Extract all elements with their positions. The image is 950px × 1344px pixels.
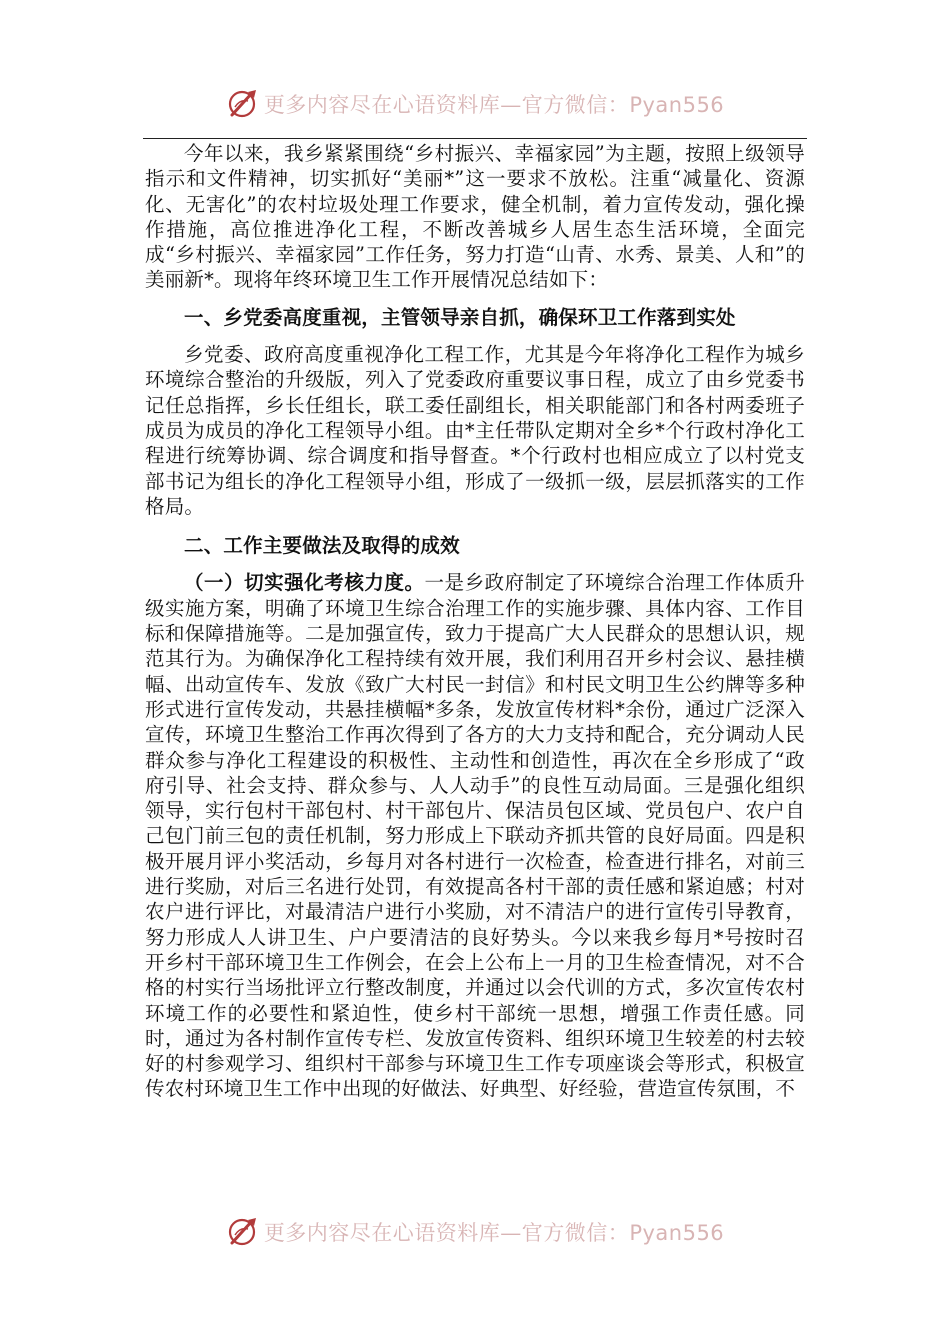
- wechat-id: Pyan556: [629, 93, 725, 117]
- header-banner: [0, 84, 950, 124]
- footer-banner: [0, 1212, 950, 1252]
- paragraph-2: [145, 570, 805, 1101]
- pen-logo-icon: [226, 87, 260, 121]
- pen-logo-icon: [226, 1215, 260, 1249]
- subsection-lead: （一）切实强化考核力度。: [184, 571, 425, 595]
- wechat-id: Pyan556: [629, 1221, 725, 1245]
- banner-text: 更多内容尽在心语资料库—官方微信：Pyan556: [263, 1221, 725, 1245]
- section-heading-2: 二、工作主要做法及取得的成效: [184, 534, 460, 558]
- paragraph-2-text: 一是乡政府制定了环境综合治理工作体质升级实施方案，明确了环境卫生综合治理工作的实施步骤、具体内容、工作目标和保障措施等。二是加强宣传，致力于提高广大人民群众的思想认识，规范其行为。为确保净化工程持续有效开展，我们利用召开乡村会议、悬挂横幅、出动宣传车、发放《致广大村民一封信》和村民文明卫生公约牌等多种形式进行宣传发动，共悬挂横幅*多条，发放宣传材料*余份，通过广泛深入宣传，环境卫生整治工作再次得到了各方的大力支持和配合，充分调动人民群众参与净化工程建设的积极性、主动性和创造性，再次在全乡形成了“政府引导、社会支持、群众参与、人人动手”的良性互动局面。三是强化组织领导，实行包村干部包村、村干部包片、保洁员包区域、党员包户、农户自己包门前三包的责任机制，努力形成上下联动齐抓共管的良好局面。四是积极开展月评小奖活动，乡每月对各村进行一次检查，检查进行排名，对前三进行奖励，对后三名进行处罚，有效提高各村干部的责任感和紧迫感；村对农户进行评比，对最清洁户进行小奖励，对不清洁户的进行宣传引导教育，努力形成人人讲卫生、户户要清洁的良好势头。今以来我乡每月*号按时召开乡村干部环境卫生工作例会，在会上公布上一月的卫生检查情况，对不合格的村实行当场批评立行整改制度，并通过以会代训的方式，多次宣传农村环境工作的必要性和紧迫性，使乡村干部统一思想，增强工作责任感。同时，通过为各村制作宣传专栏、发放宣传资料、组织环境卫生较差的村去较好的村参观学习、组织村干部参与环境卫生工作专项座谈会等形式，积极宣传农村环境卫生工作中出现的好做法、好典型、好经验，营造宣传氛围，不: [145, 571, 805, 1101]
- header-divider: [143, 138, 807, 139]
- document-body: [145, 141, 805, 1102]
- intro-paragraph: 今年以来，我乡紧紧围绕“乡村振兴、幸福家园”为主题，按照上级领导指示和文件精神，切实抓好“美丽*”这一要求不放松。注重“减量化、资源化、无害化”的农村垃圾处理工作要求，健全机制，着力宣传发动，强化操作措施，高位推进净化工程，不断改善城乡人居生态生活环境，全面完成“乡村振兴、幸福家园”工作任务，努力打造“山青、水秀、景美、人和”的美丽新*。现将年终环境卫生工作开展情况总结如下：: [145, 142, 805, 292]
- paragraph-1: 乡党委、政府高度重视净化工程工作，尤其是今年将净化工程作为城乡环境综合整治的升级版，列入了党委政府重要议事日程，成立了由乡党委书记任总指挥，乡长任组长，联工委任副组长，相关职能部门和各村两委班子成员为成员的净化工程领导小组。由*主任带队定期对全乡*个行政村净化工程进行统筹协调、综合调度和指导督查。*个行政村也相应成立了以村党支部书记为组长的净化工程领导小组，形成了一级抓一级，层层抓落实的工作格局。: [145, 343, 805, 518]
- section-heading-1: 一、乡党委高度重视，主管领导亲自抓，确保环卫工作落到实处: [184, 305, 736, 329]
- banner-text: 更多内容尽在心语资料库—官方微信：Pyan556: [263, 93, 725, 117]
